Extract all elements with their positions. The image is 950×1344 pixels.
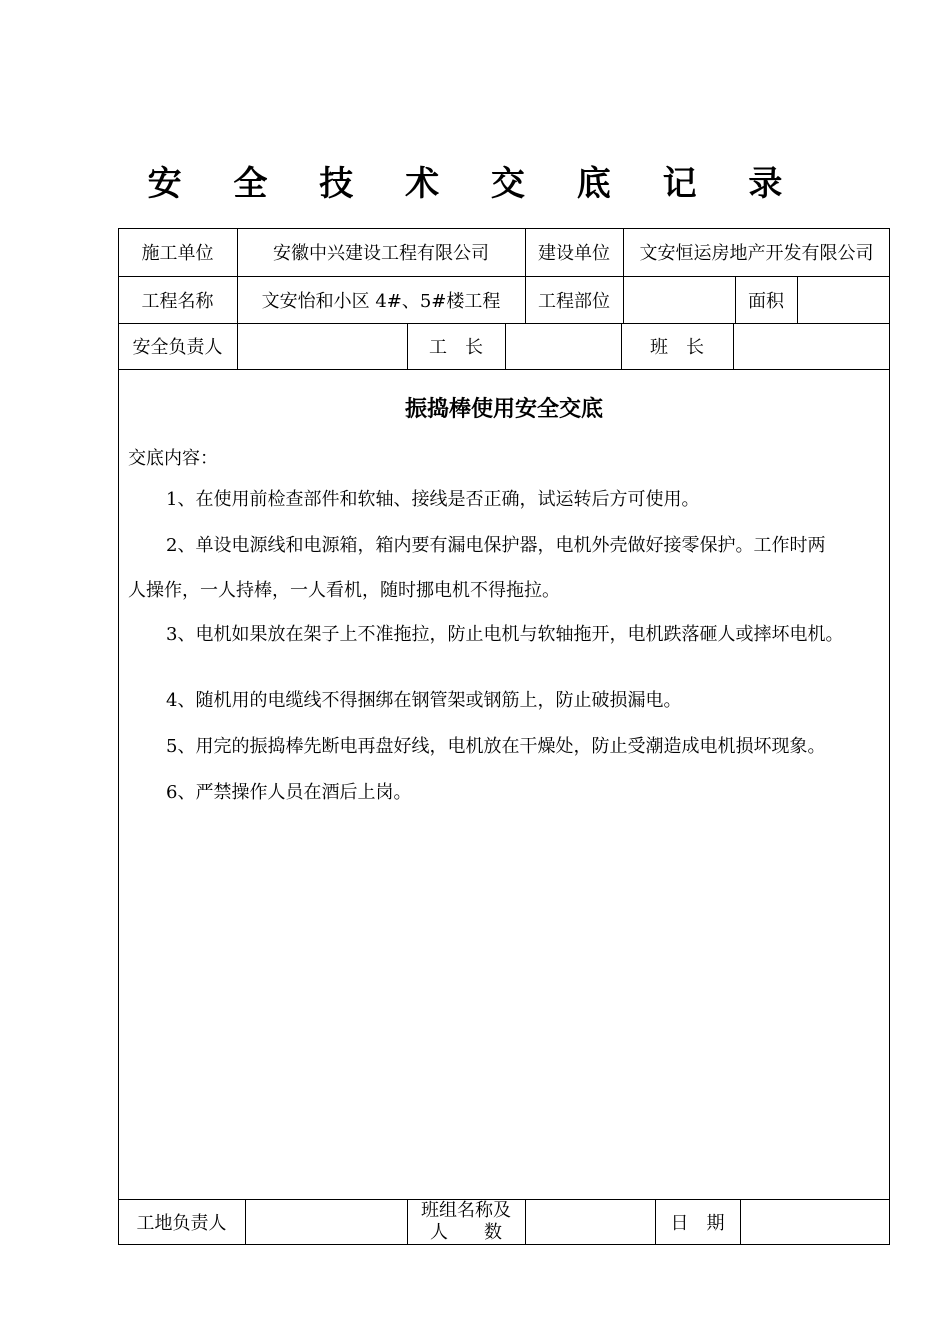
team-name-value[interactable] [525,1199,655,1245]
foreman-label: 工 长 [429,337,483,358]
date-label: 日 期 [670,1213,725,1234]
team-lead-label: 班 长 [650,337,704,358]
content-item: 2、单设电源线和电源箱，箱内要有漏电保护器，电机外壳做好接零保护。工作时两 [166,535,826,556]
safety-lead-label: 安全负责人 [132,337,223,358]
construction-unit-label: 施工单位 [141,243,214,264]
team-name-label-line2: 人 数 [430,1222,502,1243]
builder-unit-value[interactable]: 文安恒运房地产开发有限公司 [639,243,874,264]
project-name-value[interactable]: 文安怡和小区 4#、5#楼工程 [261,290,501,312]
content-item: 人操作，一人持棒，一人看机，随时挪电机不得拖拉。 [128,580,560,601]
content-heading: 振捣棒使用安全交底 [404,397,603,422]
foreman-value[interactable] [505,323,621,369]
team-name-label-line1: 班组名称及 [421,1200,511,1221]
builder-unit-label: 建设单位 [538,243,610,264]
team-name-label [407,1199,525,1245]
content-item: 5、用完的振捣棒先断电再盘好线，电机放在干燥处，防止受潮造成电机损坏现象。 [166,736,826,757]
date-value[interactable] [740,1199,890,1245]
site-lead-value[interactable] [245,1199,407,1245]
project-part-label: 工程部位 [538,290,610,312]
row-divider [118,369,890,370]
content-label: 交底内容： [128,448,218,469]
area-label: 面积 [748,290,784,312]
project-part-value[interactable] [623,276,735,323]
content-item: 1、在使用前检查部件和软轴、接线是否正确，试运转后方可使用。 [166,489,700,510]
content-item: 3、电机如果放在架子上不准拖拉，防止电机与软轴拖开，电机跌落砸人或摔坏电机。 [166,624,844,645]
team-lead-value[interactable] [733,323,890,369]
page-title: 安 全 技 术 交 底 记 录 [147,164,803,204]
content-item: 4、随机用的电缆线不得捆绑在钢管架或钢筋上，防止破损漏电。 [166,690,682,711]
project-name-label: 工程名称 [141,290,214,312]
construction-unit-value[interactable]: 安徽中兴建设工程有限公司 [273,243,489,264]
site-lead-label: 工地负责人 [136,1213,227,1234]
content-item: 6、严禁操作人员在酒后上岗。 [166,782,412,803]
safety-lead-value[interactable] [237,323,407,369]
area-value[interactable] [797,276,890,323]
